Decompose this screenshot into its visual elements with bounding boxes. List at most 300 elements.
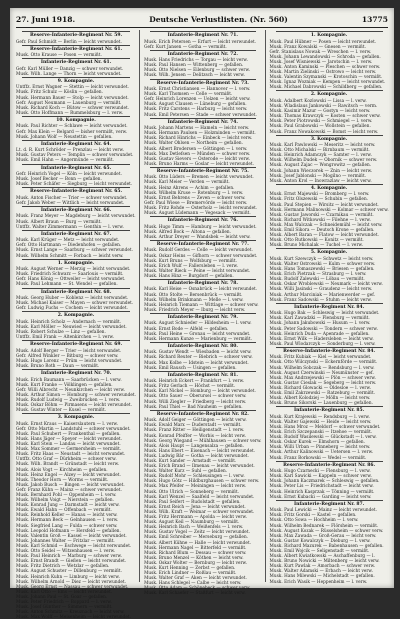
section-divider xyxy=(22,77,130,78)
casualty-entry: Musk. Josef Becker — Bonn — gefallen. xyxy=(16,176,102,182)
header-page-number: 13775 xyxy=(361,14,388,24)
casualty-entry: Musk. Ernst Christiansen — Hannover — l. verw. xyxy=(144,86,251,92)
section-heading: Infanterie-Regiment Nr. 80. xyxy=(167,343,238,349)
casualty-entry: Untffz. Walter Zimmermann — Genthin — l. verw. xyxy=(16,223,124,229)
casualty-entry: Musk. Fritz Gorski — Kastel — gefallen. xyxy=(269,512,357,518)
casualty-entry: Lt. d. R. Kurt Schröder — Prenzlau — leicht verw. xyxy=(16,147,124,153)
casualty-entry: Musk. Oskar Wolter — Bernburg — leicht verw. xyxy=(144,559,248,565)
casualty-entry: Musk. Albert Brodersen — Göttingen — l. verw. xyxy=(144,145,248,151)
casualty-entry: Musk. Karl Heise — Osnabrück — leicht verwundet. xyxy=(144,286,258,292)
casualty-entry: Gefr. Stanislaus Nowak — Wreschen — l. verw. xyxy=(269,48,372,54)
section-heading: 1. Kompagnie. xyxy=(310,33,348,38)
casualty-entry: Musk. August Lüdemann — Vegesack — vermißt. xyxy=(144,210,251,216)
casualty-entry: Musk. Walter Rieck — Peine — leicht verwundet. xyxy=(144,267,251,273)
casualty-entry: Musk. Fritz Dietrich — Wetzlar — gefallen. xyxy=(16,563,110,569)
casualty-entry: Musk. Rudolf Ludwig — Zweibrücken — l. verw. xyxy=(16,396,121,402)
section-heading: Infanterie-Regiment Nr. 70. xyxy=(40,371,112,377)
section-heading: Infanterie-Regiment Nr. 64. xyxy=(40,141,112,147)
casualty-entry: Musk. Ewald Hahn — Offenbach — vermißt. xyxy=(16,507,112,513)
casualty-entry: Musk. Konrad Jung — Darmstadt — leicht verw. xyxy=(16,502,120,508)
section-divider xyxy=(22,288,130,289)
casualty-entry: Musk. Max Kolbe — Idstein — leicht verwundet. xyxy=(144,359,249,365)
casualty-entry: Musk. Heinrich Kasprzak — Tönning — vermißt. xyxy=(269,488,375,494)
casualty-entry: Musk. Max Walczak — Schneidemühl — leicht verw. xyxy=(269,221,383,227)
casualty-entry: Musk. Hans Milewski — Michelstadt — gefallen. xyxy=(269,573,375,579)
casualty-entry: Musk. Erich Pietrzak — Strasburg — l. verw. xyxy=(269,271,367,277)
casualty-entry: Musk. Hermann Paulsen — Holzminden — vermißt. xyxy=(144,130,256,136)
section-divider xyxy=(276,500,383,501)
casualty-entry: Musk. Emil Rausch — Usingen — gefallen. xyxy=(144,364,237,370)
casualty-entry: Musk. Otto Sowa — Hochheim — l. verw. xyxy=(269,517,359,523)
casualty-entry: Musk. Paul Grabowski — Wollstein — gefallen. xyxy=(269,123,371,129)
newspaper-page xyxy=(10,8,394,619)
casualty-entry: Musk. Peter Lis — Friedrichstadt — leicht verw. xyxy=(269,483,374,489)
section-heading: Infanterie-Regiment Nr. 78. xyxy=(167,280,238,286)
casualty-entry: Musk. August Czerwinski — Neumünster — gef. xyxy=(269,369,374,375)
casualty-entry: Musk. Bruno Sikorski — Lauenburg — gefallen. xyxy=(269,400,373,406)
casualty-entry: Musk. Erich Petersen — Erfurt — leicht verwundet. xyxy=(144,38,257,44)
casualty-entry: Musk. Heinrich Kuhn — Limburg — leicht verw. xyxy=(16,573,120,579)
casualty-entry: Gefr. Karl Müller — Danzig — schwer verwundet. xyxy=(16,65,124,71)
casualty-entry: Musk. Gustav Sievers — Osterode — leicht verw. xyxy=(144,155,251,161)
section-heading: Reserve-Infanterie-Regiment Nr. 77. xyxy=(156,241,249,247)
casualty-entry: Musk. Franz Nowakowski — Bomst — leicht verw. xyxy=(269,128,379,134)
casualty-entry: Musk. Oskar Böhm — Pirmasens — leicht verwundet. xyxy=(16,402,132,407)
casualty-entry: Musk. Rudolf Wasilewski — Glückstadt — l. verw. xyxy=(269,434,377,440)
casualty-entry: Musk. Paul Heinrich — Marburg — schwer verw. xyxy=(16,553,122,559)
casualty-entry: Musk. Franz Ritter — Heiligenstadt — l. verw. xyxy=(144,427,245,433)
casualty-entry: Musk. Gustav Vogel — Zeitz — leicht verwundet. xyxy=(144,529,250,535)
section-heading: 9. Kompagnie. xyxy=(57,78,95,84)
casualty-entry: Gefr. Otto Martin — Landstuhl — schwer verwundet. xyxy=(16,425,131,431)
header-rule xyxy=(16,27,388,28)
casualty-entry: Musk. Hans Schlegel — Calbe — leicht verw. xyxy=(144,580,242,586)
section-heading: Reserve-Infanterie-Regiment Nr. 84. xyxy=(283,348,376,354)
casualty-entry: Musk. Otto Seidel — Witzenhausen — l. verw. xyxy=(16,548,116,554)
casualty-entry: Gefr. Jakob Weber — Wittlich — leicht verwundet. xyxy=(16,199,125,205)
casualty-entry: Musk. Paul Stepien — Wirsitz — leicht verwundet. xyxy=(269,201,379,207)
casualty-entry: Musk. Ernst Kraus — Kaiserslautern — l. verw. xyxy=(16,420,119,426)
casualty-entry: Musk. Emil Schreiber — Merseburg — gefallen. xyxy=(144,534,249,540)
casualty-entry: Musk. Erich Brand — Ilmenau — leicht verwundet. xyxy=(144,463,255,469)
casualty-entry: Musk. Emil Hahn — Angermünde — vermißt. xyxy=(16,157,114,163)
casualty-entry: Musk. Gustav Kowalczyk — Dieburg — l. verw. xyxy=(269,537,371,543)
casualty-entry: Musk. Peter Piotrowski — Schmiegel — l. verw. xyxy=(269,118,373,124)
casualty-entry: Musk. Walter Gajewski — Heide — leicht verw. xyxy=(269,418,372,424)
section-heading: Infanterie-Regiment Nr. 72. xyxy=(167,51,238,57)
section-divider xyxy=(150,79,255,80)
section-divider xyxy=(150,167,255,168)
casualty-entry: Musk. Arthur Dreyer — Wandsbek — leicht verw. xyxy=(144,233,251,239)
casualty-entry: Musk. Otto Michalski — Birnbaum — vermißt. xyxy=(269,147,370,153)
section-divider xyxy=(22,206,130,207)
casualty-entry: Musk. Paul Seifert — Rudolstadt — gefallen. xyxy=(144,498,241,504)
casualty-entry: Musk. Karl Schmid — Eschwege — leicht verwundet. xyxy=(16,542,132,548)
casualty-entry: Musk. Richard Reuter — Biebrich — schwer verw. xyxy=(144,354,253,360)
section-divider xyxy=(150,50,255,51)
column-3 xyxy=(270,30,392,582)
page-header xyxy=(16,13,388,25)
casualty-entry: Musk. Oskar Kurek — Elmshorn — gefallen. xyxy=(269,439,366,445)
casualty-entry: Musk. Martin Zielinski — Ostrowo — leicht verw. xyxy=(269,69,377,75)
casualty-entry: Musk. Kasimir Mazur — Gostyn — leicht verw. xyxy=(269,108,371,114)
section-heading: Infanterie-Regiment Nr. 74. xyxy=(167,119,238,125)
section-divider xyxy=(150,216,255,217)
section-divider xyxy=(22,45,130,46)
casualty-entry: Gefr. Kurt Jansen — Gotha — vermißt. xyxy=(144,43,227,49)
casualty-entry: Musk. Johann Wieczorek — Znin — leicht verw. xyxy=(269,167,373,173)
casualty-entry: Musk. August Schuster — Dillenburg — vermißt. xyxy=(16,568,123,574)
casualty-entry: Musk. Anton Krol — Inowrazlaw — leicht verw. xyxy=(269,177,372,183)
casualty-entry: Musk. Ernst Bode — Alfeld — gefallen. xyxy=(144,325,229,331)
casualty-entry: Musk. Peter Friedrich — Boppard — l. verw. xyxy=(16,598,112,604)
section-divider xyxy=(22,230,130,231)
casualty-entry: Musk. Richard Hinrichs — Einbeck — leicht verw. xyxy=(144,135,253,141)
casualty-entry: Musk. Ignaz Wozniak — Kempen — leicht verwundet. xyxy=(269,79,386,85)
casualty-entry: Musk. Jakob Busch — Bingen — leicht verwundet. xyxy=(16,481,125,487)
casualty-entry: Musk. Max Wolff — Meisenheim — leicht verwundet. xyxy=(16,614,132,619)
casualty-entry: Musk. Walter Adamski — Erbach — leicht verw. xyxy=(269,568,373,574)
section-heading: Reserve-Infanterie-Regiment Nr. 75. xyxy=(156,168,249,174)
casualty-entry: Musk. Heinrich Adamczyk — Samter — l. verw. xyxy=(269,152,372,158)
casualty-entry: Musk. Hugo Götz — Hildburghausen — schwer verw. xyxy=(144,478,260,484)
casualty-entry: Musk. Kurt Bruns — Wolfsburg — vermißt. xyxy=(144,257,238,263)
casualty-entry: Musk. Hermann Kunze — Marienburg — vermißt. xyxy=(144,335,253,341)
casualty-entry: Musk. Wilhelm Voigt — Nierstein — gefallen. xyxy=(16,497,114,503)
casualty-entry: Musk. Hermann Nagel — Bitterfeld — vermißt. xyxy=(144,544,247,550)
section-heading: 3. Kompagnie. xyxy=(57,415,95,421)
casualty-entry: Musk. Wilh. Jensen — Delitzsch — leicht verw. xyxy=(144,72,245,78)
section-heading: 2. Kompagnie. xyxy=(310,92,348,98)
casualty-entry: Musk. Willi Jasinski — Graudenz — leicht verw. xyxy=(269,286,373,292)
casualty-entry: Musk. Wilhelm Dudek — Obornik — schwer verw. xyxy=(269,157,378,163)
casualty-entry: Musk. Gustav Jaworski — Czarnikau — vermißt. xyxy=(269,211,374,217)
casualty-entry: Musk. Willi Urban — Pinneberg — leicht verw. xyxy=(269,444,371,450)
section-divider xyxy=(276,135,383,136)
casualty-entry: Musk. Leopold Hofmann — Hersfeld — gefallen. xyxy=(16,527,121,533)
casualty-entry: Musk. Georg Wiegand — Mühlhausen — schwer verw. xyxy=(144,437,262,443)
casualty-entry: Musk. Wilhelm Bednarek — Flörsheim — vermißt. xyxy=(269,522,379,528)
casualty-entry: Musk. Fritz Haas — Neustadt — leicht verwundet. xyxy=(16,451,126,457)
casualty-entry: Musk. Franz Meyer — Magdeburg — leicht verwundet. xyxy=(16,213,136,219)
casualty-entry: Gefr. Paul Schmidt — Berlin — leicht verwundet. xyxy=(16,38,122,44)
casualty-entry: Musk. Arthur Simon — Homburg — schwer verwundet. xyxy=(16,391,137,397)
header-title: Deutsche Verlustlisten. (Nr. 560) xyxy=(149,14,288,24)
casualty-entry: Musk. Franz Sadowski — Stuhm — leicht verw. xyxy=(269,296,372,302)
casualty-entry: Musk. Hugo Timm — Hamburg — leicht verwundet. xyxy=(144,223,257,229)
casualty-entry: Musk. Otto Rutkowski — Konitz — vermißt. xyxy=(269,237,364,243)
casualty-entry: Musk. Karl Möller — Neuwied — leicht verwundet. xyxy=(16,323,127,329)
casualty-entry: Musk. Rudolf Mohr — Schleusingen — l. verw. xyxy=(144,473,245,479)
casualty-entry: Musk. August Keil — Naumburg — vermißt. xyxy=(144,519,240,525)
casualty-entry: Musk. Karl Thomsen — Celle — vermißt. xyxy=(144,91,233,97)
casualty-entry: Musk. Johann Kaczmarek — Schleswig — gefallen. xyxy=(269,478,380,484)
casualty-entry: Musk. Adolf Geiger — Göttingen — leicht verw. xyxy=(144,417,247,423)
casualty-entry: Musk. Wilh. Lange — Thorn — leicht verwundet. xyxy=(16,70,122,76)
casualty-entry: Musk. Richard Mazurek — Babenhausen — gefallen. xyxy=(269,542,384,548)
section-divider xyxy=(150,31,255,32)
casualty-entry: Musk. Friedrich Meyer — Iburg — leicht verw. xyxy=(144,306,246,312)
casualty-entry: Musk. Fritz Olszewski — Schubin — gefallen. xyxy=(269,196,369,202)
casualty-entry: Untffz. Ernst Wagner — Stettin — leicht verwundet. xyxy=(16,84,129,90)
section-divider xyxy=(22,164,130,165)
casualty-entry: Musk. Fritz Rohde — Osterholz — leicht verwundet. xyxy=(144,204,258,210)
casualty-entry: Musk. Karl Stein — Landau — leicht verwundet. xyxy=(16,441,121,447)
casualty-entry: Musk. Heinrich Bach — Weißenfels — l. verw. xyxy=(144,524,244,530)
casualty-entry: Musk. Anton Schmitz — Kreuznach — leicht verw. xyxy=(16,609,125,615)
casualty-entry: Musk. Hugo Bak — Schleswig — leicht verwundet. xyxy=(269,310,380,316)
casualty-entry: Musk. Paul Richter — Schlawe — leicht verwundet. xyxy=(16,123,128,129)
section-divider xyxy=(22,31,130,32)
casualty-entry: Musk. Otto Adam — Schönebeck — schwer verw. xyxy=(144,585,251,591)
casualty-entry: Musk. Alfred Bock — Altona — gefallen. xyxy=(144,228,232,234)
casualty-entry: Musk. Max Sommer — Germersheim — vermißt. xyxy=(16,446,122,452)
section-heading: Infanterie-Regiment Nr. 61. xyxy=(40,60,112,66)
casualty-entry: Musk. Walter Kurz — Suhl — gefallen. xyxy=(144,468,228,474)
casualty-entry: Gefr. Max Klein — Belgard — bisher vermißt, verw. xyxy=(16,128,128,134)
casualty-entry: Musk. Heinz Ahrens — Achim — gefallen. xyxy=(144,184,235,190)
casualty-entry: Musk. Hans Friedrichs — Torgau — leicht verw. xyxy=(144,57,248,63)
columns-container xyxy=(16,30,389,619)
section-heading: Reserve-Infanterie-Regiment Nr. 61. xyxy=(30,46,123,52)
casualty-entry: Gefr. Heinrich Vogel — Köln — leicht verwundet. xyxy=(16,171,122,176)
casualty-entry: Musk. Josef Günther — Simmern — vermißt. xyxy=(16,604,113,610)
casualty-entry: Musk. Albert Braun — Burg — vermißt. xyxy=(16,218,102,224)
casualty-entry: Musk. Arthur Kalinowski — Uetersen — l. verw. xyxy=(269,449,374,455)
casualty-entry: Gefr. August Neumann — Lauenburg — vermißt. xyxy=(16,99,122,105)
casualty-entry: Musk. Karl Schaefer — Staßfurt — leicht verw. xyxy=(144,590,246,596)
section-divider xyxy=(276,31,383,32)
casualty-entry: Musk. Peter Schäfer — Siegburg — leicht verwundet. xyxy=(16,181,133,187)
casualty-entry: Gefr. Franz Kühn — Mainz — schwer verwundet. xyxy=(16,486,122,492)
casualty-entry: Musk. Erich Wulf — Fallersleben — l. verw. xyxy=(144,262,239,268)
section-divider xyxy=(150,118,255,119)
casualty-entry: Untffz. Otto Graf — Dürkheim — schwer verw. xyxy=(16,456,117,462)
section-divider xyxy=(150,279,255,280)
casualty-entry: Gefr. Willi Albrecht — Neunkirchen — leicht verw. xyxy=(16,386,126,392)
casualty-entry: Musk. Hermann Bauer — Stolp — leicht verwundet. xyxy=(16,94,129,100)
casualty-entry: Musk. Heinrich Tiemann — Wittlage — schwer verw. xyxy=(144,301,259,307)
casualty-entry: Musk. Georg Ernst — Nassau — schwer verwundet. xyxy=(16,583,129,589)
casualty-entry: Musk. August Clausen — Lüneburg — gefallen. xyxy=(144,101,247,107)
section-divider xyxy=(22,116,130,117)
casualty-entry: Musk. Wilh. Kraft — Weimar — schwer verwundet. xyxy=(144,508,255,514)
section-divider xyxy=(150,240,255,241)
casualty-entry: Musk. Bruno Roth — Daun — vermißt. xyxy=(16,362,100,368)
casualty-entry: Musk. Hans Tomaszewski — Briesen — gefallen. xyxy=(269,266,375,272)
casualty-entry: Musk. Gustav Peters — Templin — schwer verwundet. xyxy=(16,152,134,158)
casualty-entry: Musk. Hermann Beck — Gelnhausen — l. verw. xyxy=(16,517,119,523)
casualty-entry: Musk. Karl Wenzel — Saalfeld — leicht verwundet. xyxy=(144,493,255,499)
casualty-entry: Musk. Adalbert Kozlowski — Lissa — l. verw. xyxy=(269,97,367,103)
section-heading: Reserve-Infanterie-Regiment Nr. 69. xyxy=(30,342,123,348)
casualty-entry: Musk. Heinrich Scholz — Andernach — vermißt. xyxy=(16,318,122,324)
casualty-entry: Musk. Otto Sauer — Oberursel — schwer verw. xyxy=(144,393,247,399)
casualty-entry: Musk. Karl Nickel — Homburg — leicht verwundet. xyxy=(144,388,256,394)
casualty-entry: Gefr. Heinrich Lorenzen — Uelzen — leicht verw. xyxy=(144,96,251,102)
section-heading: Reserve-Infanterie-Regiment Nr. 82. xyxy=(156,411,249,417)
casualty-entry: Musk. Konrad Pfeiffer — Worbis — leicht verw. xyxy=(144,432,247,438)
casualty-entry: Musk. Valentin Szymanski — Krotoschin — vermißt. xyxy=(269,74,383,80)
casualty-entry: Musk. Kurt Pawlak — Amorbach — schwer verw. xyxy=(269,563,376,569)
section-heading: 10. Kompagnie. xyxy=(56,117,96,123)
section-heading: Infanterie-Regiment Nr. 68. xyxy=(40,289,112,295)
section-divider xyxy=(150,342,255,343)
section-heading: Infanterie-Regiment Nr. 79. xyxy=(167,314,238,320)
section-divider xyxy=(276,347,383,348)
casualty-entry: Musk. Heinrich Eckert — Frankfurt — l. verw. xyxy=(144,378,245,384)
casualty-entry: Musk. Hans Ebert — Eisenach — leicht verwundet. xyxy=(144,447,256,453)
section-heading: Reserve-Infanterie-Regiment Nr. 86. xyxy=(283,462,376,468)
casualty-entry: Musk. Ernst Majewski — Bromberg — l. verw. xyxy=(269,191,370,197)
casualty-entry: Musk. Paul Hansen — Wittenberg — gefallen. xyxy=(144,62,244,68)
section-heading: 3. Kompagnie. xyxy=(310,136,348,142)
casualty-entry: Musk. Kurt Krajewski — Rendsburg — l. verw. xyxy=(269,413,370,419)
casualty-entry: Musk. Gustav Winter — Kusel — vermißt. xyxy=(16,407,107,413)
casualty-entry: Gefr. Paul Wiese — Bremervörde — leicht verw. xyxy=(144,199,248,205)
casualty-entry: Musk. Johannes Walter — Fritzlar — vermißt. xyxy=(16,537,115,543)
casualty-entry: Gefr. Hans König — Ottweiler — leicht verwundet. xyxy=(16,276,126,282)
casualty-entry: Musk. Max Andrzejewski — Plön — schwer verw. xyxy=(269,374,376,380)
casualty-entry: Musk. Adolf Berger — Trier — leicht verwundet. xyxy=(16,347,122,353)
header-date: 27. Juni 1918. xyxy=(16,14,76,24)
casualty-entry: Musk. Bruno Michalak — Tuchel — l. verw. xyxy=(269,242,364,248)
casualty-entry: Musk. Otto Krause — Posen — vermißt. xyxy=(16,52,102,58)
casualty-entry: Musk. Wilh. Brandt — Grünstadt — leicht verw. xyxy=(16,461,120,467)
section-divider xyxy=(22,259,130,260)
casualty-entry: Musk. Albert Kolodziej — Mölln — leicht verw. xyxy=(269,395,371,401)
casualty-entry: Musk. Albert Kühne — Halle — leicht verwundet. xyxy=(144,539,252,545)
casualty-entry: Musk. Karl Otto — Ems — leicht verwundet. xyxy=(16,588,113,594)
casualty-entry: Musk. Otto Nielsen — Eilenburg — schwer verw. xyxy=(144,67,250,73)
casualty-entry: Musk. Thomas Krawczyk — Kosten — schwer verw. xyxy=(269,113,381,119)
section-heading: Infanterie-Regiment Nr. 81. xyxy=(167,372,238,378)
casualty-entry: Musk. Karl Pawlowski — Meseritz — leicht verw. xyxy=(269,142,376,148)
section-heading: Infanterie-Regiment Nr. 67. xyxy=(40,231,112,237)
section-divider xyxy=(276,461,383,462)
casualty-entry: Musk. Ernst Kubacki — Garding — leicht verw. xyxy=(269,493,372,499)
casualty-entry: Musk. Georg Huber — Koblenz — leicht verwundet. xyxy=(16,295,129,300)
casualty-entry: Musk. Bernhard Pohl — Oppenheim — l. verw. xyxy=(16,492,117,497)
casualty-entry: Musk. Hugo Czarnecki — Flensburg — l. verw. xyxy=(269,468,371,474)
casualty-entry: Musk. Ewald Marx — Duderstadt — vermißt. xyxy=(144,422,242,428)
casualty-entry: Musk. Friedrich Schwarz — Saarlouis — vermißt. xyxy=(16,271,124,277)
casualty-entry: Musk. Johann Paul — St. Goar — gefallen. xyxy=(16,593,108,599)
casualty-entry: Musk. Wilhelm Kruse — Rotenburg — l. verw. xyxy=(144,189,244,195)
casualty-entry: Musk. Johann Jakubowski — Husum — l. verw. xyxy=(269,320,371,326)
casualty-entry: Musk. Rudolf Gerdes — Celle — leicht verwundet. xyxy=(144,247,253,253)
casualty-entry: Musk. Max Pfeifer — Meiningen — leicht verw. xyxy=(144,483,247,489)
section-heading: Reserve-Infanterie-Regiment Nr. 65. xyxy=(30,189,123,195)
casualty-entry: Musk. Kurt Sander — Arnstadt — vermißt. xyxy=(144,458,237,463)
casualty-entry: Musk. Siegfried Lang — Fulda — schwer verw. xyxy=(16,522,118,528)
casualty-entry: Musk. Fritz Herrmann — Apolda — leicht verw. xyxy=(144,514,247,520)
casualty-entry: Gefr. Otto Hartmann — Diedenhofen — gefallen. xyxy=(16,242,122,248)
section-heading: Infanterie-Regiment Nr. 84. xyxy=(293,304,365,310)
casualty-entry: Musk. Emil Wojcik — Seligenstadt — vermißt. xyxy=(269,547,370,553)
casualty-entry: Musk. Kurt Franke — Völklingen — gefallen. xyxy=(16,381,113,387)
casualty-entry: Musk. Oskar Wroblewski — Neumark — leicht verw. xyxy=(269,281,383,287)
casualty-entry: Musk. Peter Sadowski — Tondern — schwer verw. xyxy=(269,325,378,331)
casualty-entry: Musk. Valentin Groß — Kassel — leicht verwundet. xyxy=(16,532,127,538)
casualty-entry: Musk. Alois Vogt — Kirchheim — gefallen. xyxy=(16,466,108,472)
casualty-entry: Musk. Kurt Henning — Zerbst — gefallen. xyxy=(144,564,236,570)
casualty-entry: Musk. Erich Lindner — Roßlau — vermißt. xyxy=(144,570,237,576)
casualty-entry: Musk. Michael Kaiser — Mayen — schwer verwundet. xyxy=(16,300,134,306)
section-heading: Infanterie-Regiment Nr. 66. xyxy=(40,207,112,213)
casualty-entry: Musk. Johann Lewandowski — Schroda — gefallen. xyxy=(269,53,381,59)
casualty-entry: Musk. Heinrich Duda — Apenrade — gefallen. xyxy=(269,330,370,336)
casualty-entry: Musk. Gustav Wendt — Wiesbaden — leicht verw. xyxy=(144,349,252,355)
section-heading: Reserve-Infanterie-Regiment Nr. 73. xyxy=(156,80,249,86)
casualty-entry: Musk. Ludwig Bär — Gotha — leicht verwundet. xyxy=(144,452,249,458)
casualty-entry: Musk. Robert Schulze — Linz — gefallen. xyxy=(16,328,106,334)
casualty-entry: Musk. Emil Petersen — Stade — schwer verwundet. xyxy=(144,111,257,117)
casualty-entry: Musk. Hans Hinz — Burgdorf — gefallen. xyxy=(144,272,234,278)
casualty-entry: Musk. Otto Lüders — Bremen — leicht verwundet. xyxy=(144,174,254,180)
casualty-entry: Musk. Kurt Szewczyk — Schwetz — leicht verw. xyxy=(269,255,374,261)
casualty-entry: Musk. Wilhelm Brinkmann — Melle — l. verw. xyxy=(144,296,244,302)
casualty-entry: Musk. Arthur Marciniak — Marienwerder — gef. xyxy=(269,291,376,297)
casualty-entry: Musk. Paul Thiel — Bad Nauheim — gefallen. xyxy=(144,403,243,409)
section-heading: 1. Kompagnie. xyxy=(57,260,95,266)
casualty-entry: Musk. Otto Hoffmann — Rummelsburg — l. verw. xyxy=(16,109,124,115)
casualty-entry: Musk. Otto Ulrich — Sonneberg — vermißt. xyxy=(144,488,240,494)
casualty-entry: Musk. Reinhold Keller — Hanau — leicht verw. xyxy=(16,512,118,518)
casualty-entry: Musk. Alois Haupt — Langensalza — gefallen. xyxy=(144,442,245,448)
section-heading: Infanterie-Regiment Nr. 76. xyxy=(167,218,238,224)
casualty-entry: Musk. Paul Lehmann — St. Wendel — gefallen. xyxy=(16,281,118,287)
casualty-entry: Musk. Richard Blum — Dessau — schwer verw. xyxy=(144,549,247,555)
casualty-entry: Musk. Hermann Malinowski — Kolmar — schwer verw. xyxy=(269,206,389,212)
casualty-entry: Gefr. Ludwig Fuchs — Cochem — leicht verwundet. xyxy=(16,305,128,311)
casualty-entry: Musk. Erich Baumann — Saarbrücken — l. verw. xyxy=(16,376,122,382)
section-heading: Reserve-Infanterie-Regiment Nr. 59. xyxy=(30,33,123,38)
casualty-entry: Musk. Walter Graf — Aken — leicht verwundet. xyxy=(144,575,247,581)
casualty-entry: Musk. Anton Fischer — Trier — schwer verwundet. xyxy=(16,194,128,200)
casualty-entry: Musk. Franz Borkowski — Wedel — vermißt. xyxy=(269,454,367,460)
casualty-entry: Musk. Karl Zawadzki — Flensburg — vermißt. xyxy=(269,315,370,321)
casualty-entry: Musk. Karl Meier — Verden — vermißt. xyxy=(144,179,230,185)
casualty-entry: Musk. Paul Hübner — Posen — leicht verwundet. xyxy=(269,38,377,44)
section-divider xyxy=(150,371,255,372)
casualty-entry: Musk. Hugo Lorenz — Prüm — leicht verwundet. xyxy=(16,357,123,363)
casualty-entry: Musk. Fritz Kubiak — Kiel — leicht verwundet. xyxy=(269,354,372,360)
casualty-entry: Musk. Emil Zakrzewski — Ratzeburg — vermißt. xyxy=(269,390,376,396)
casualty-entry: Musk. Albert Kwiatkowski — Aschaffenburg — l. xyxy=(269,553,375,559)
casualty-entry: Musk. Erich Szczepanski — Itzehoe — vermißt. xyxy=(269,429,373,435)
casualty-entry: Musk. Ernst Lange — Saarburg — schwer verwundet. xyxy=(16,247,133,253)
casualty-entry: Musk. Franz Kowalski — Gnesen — vermißt. xyxy=(269,43,366,49)
column-2 xyxy=(144,30,265,596)
section-heading: Infanterie-Regiment Nr. 65. xyxy=(40,165,112,171)
casualty-entry: Musk. Emil Sikora — Deutsch Krone — gefallen. xyxy=(269,227,375,232)
casualty-entry: Musk. Heinz Engel — Alzey — leicht verwundet. xyxy=(16,471,121,477)
casualty-entry: Musk. Walter Ohlsen — Northeim — gefallen. xyxy=(144,140,244,146)
casualty-entry: Musk. August Kozak — Rüsselsheim — schwer verw. xyxy=(269,527,384,533)
casualty-entry: Musk. Oskar Heins — Gifhorn — schwer verwundet. xyxy=(144,252,258,258)
casualty-entry: Musk. Max Detlefsen — Münden — schwer verw. xyxy=(144,150,251,156)
section-heading: 4. Kompagnie. xyxy=(310,185,348,191)
casualty-entry: Musk. Erich Wasik — Heppenheim — l. verw. xyxy=(269,578,368,584)
casualty-entry: Musk. Otto Stolte — Bersenbrück — vermißt. xyxy=(144,291,243,297)
casualty-entry: Untffz. Emil Frank — Altenkirchen — l. verw. xyxy=(16,334,115,340)
casualty-entry: Musk. Richard Koch — Bütow — schwer verwundet. xyxy=(16,104,130,110)
section-divider xyxy=(22,140,130,141)
casualty-entry: Musk. Paul Schubert — Frankenthal — gefallen. xyxy=(16,430,121,436)
casualty-entry: Musk. Wilhelm Arnold — Diez — leicht verwundet. xyxy=(16,578,126,584)
casualty-entry: Musk. Anton Kaminski — Pleschen — schwer verw. xyxy=(269,63,381,69)
